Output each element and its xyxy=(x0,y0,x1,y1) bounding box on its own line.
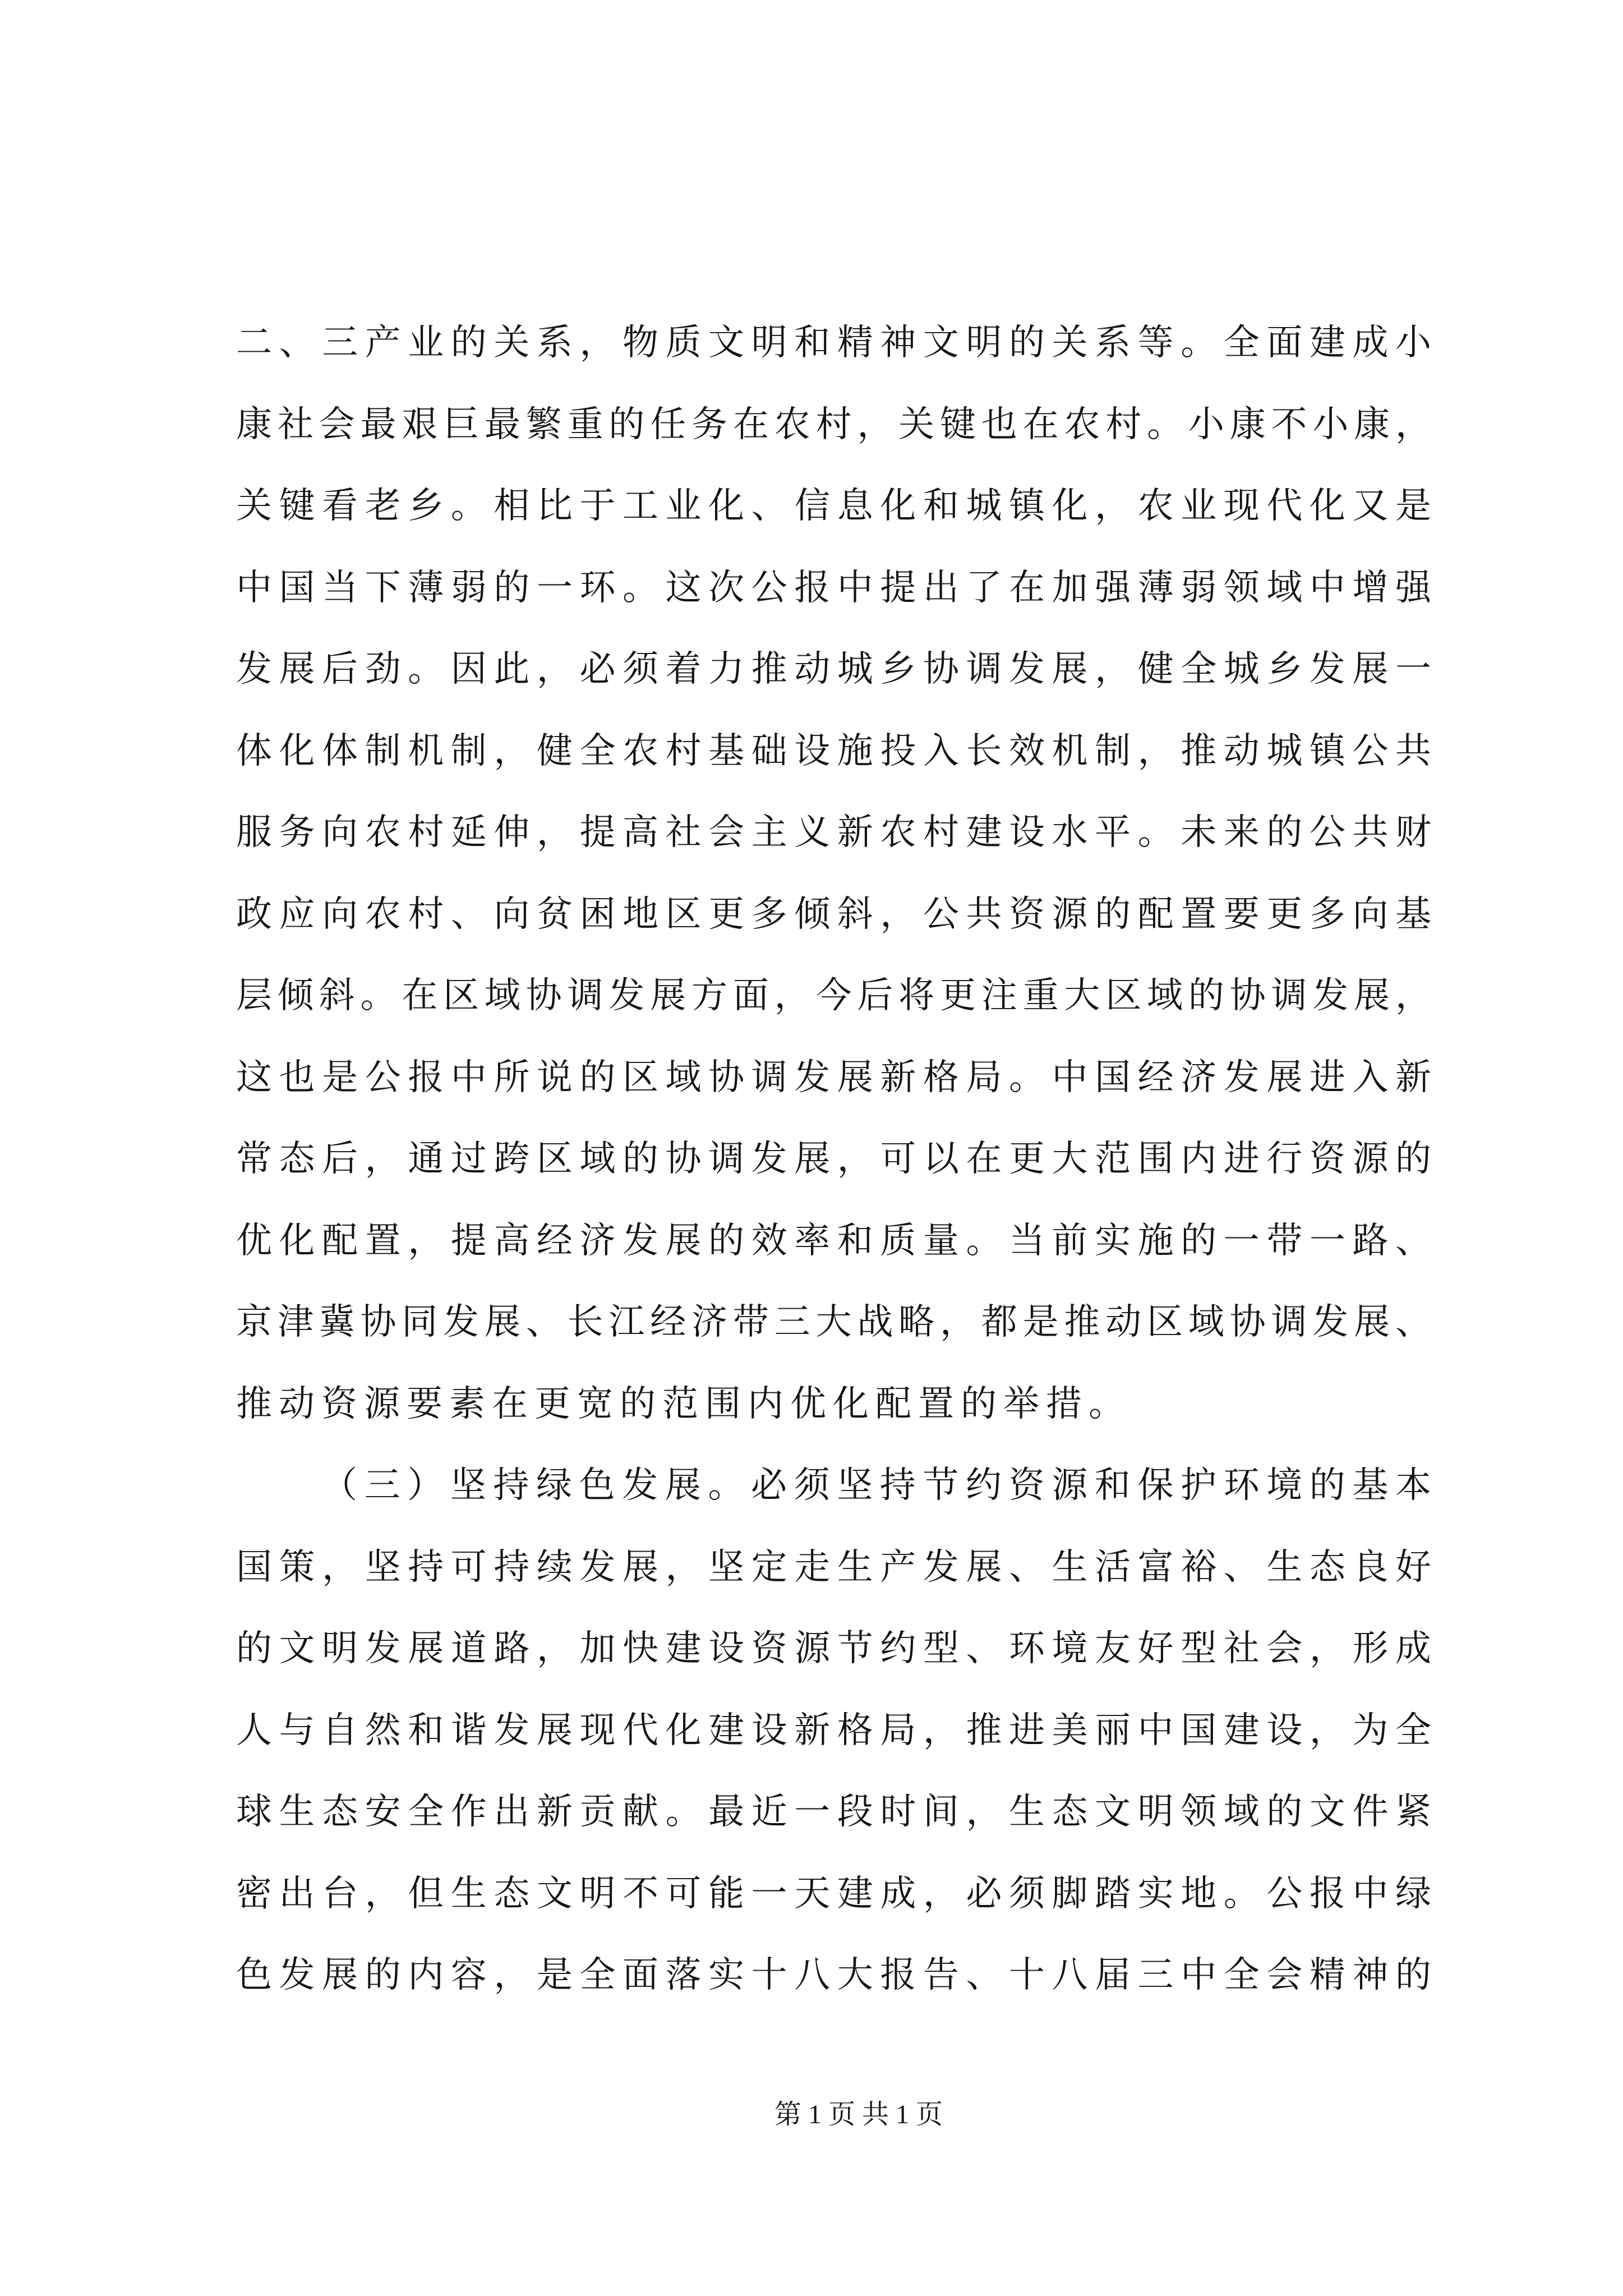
text-line: 二、三产业的关系，物质文明和精神文明的关系等。全面建成小 xyxy=(236,323,1431,362)
document-body xyxy=(236,302,1431,2016)
text-line: 优化配置，提高经济发展的效率和质量。当前实施的一带一路、 xyxy=(236,1220,1431,1260)
text-line: 国策，坚持可持续发展，坚定走生产发展、生活富裕、生态良好 xyxy=(236,1547,1431,1587)
paragraph xyxy=(236,302,1431,1444)
text-line: 推动资源要素在更宽的范围内优化配置的举措。 xyxy=(236,1383,1131,1424)
text-line: 人与自然和谐发展现代化建设新格局，推进美丽中国建设，为全 xyxy=(236,1710,1431,1750)
paragraph xyxy=(236,1444,1431,2016)
page-number-footer: 第 1 页 共 1 页 xyxy=(774,2100,943,2129)
text-line: 康社会最艰巨最繁重的任务在农村，关键也在农村。小康不小康， xyxy=(236,404,1431,444)
text-line: 服务向农村延伸，提高社会主义新农村建设水平。未来的公共财 xyxy=(236,812,1431,852)
text-line: 京津冀协同发展、长江经济带三大战略，都是推动区域协调发展、 xyxy=(236,1302,1431,1342)
text-line: 体化体制机制，健全农村基础设施投入长效机制，推动城镇公共 xyxy=(236,730,1431,771)
text-line: 的文明发展道路，加快建设资源节约型、环境友好型社会，形成 xyxy=(236,1628,1431,1668)
text-line: 这也是公报中所说的区域协调发展新格局。中国经济发展进入新 xyxy=(236,1057,1431,1097)
text-line: 发展后劲。因此，必须着力推动城乡协调发展，健全城乡发展一 xyxy=(236,649,1431,689)
text-line: 政应向农村、向贫困地区更多倾斜，公共资源的配置要更多向基 xyxy=(236,894,1431,934)
text-line: 常态后，通过跨区域的协调发展，可以在更大范围内进行资源的 xyxy=(236,1139,1431,1179)
text-line: 中国当下薄弱的一环。这次公报中提出了在加强薄弱领域中增强 xyxy=(236,567,1431,608)
text-line: 色发展的内容，是全面落实十八大报告、十八届三中全会精神的 xyxy=(236,1955,1431,1995)
text-line: 球生态安全作出新贡献。最近一段时间，生态文明领域的文件紧 xyxy=(236,1792,1431,1832)
text-line: 层倾斜。在区域协调发展方面，今后将更注重大区域的协调发展， xyxy=(236,976,1431,1015)
text-line: （三）坚持绿色发展。必须坚持节约资源和保护环境的基本 xyxy=(321,1465,1431,1505)
text-line: 关键看老乡。相比于工业化、信息化和城镇化，农业现代化又是 xyxy=(236,486,1431,526)
text-line: 密出台，但生态文明不可能一天建成，必须脚踏实地。公报中绿 xyxy=(236,1873,1431,1913)
